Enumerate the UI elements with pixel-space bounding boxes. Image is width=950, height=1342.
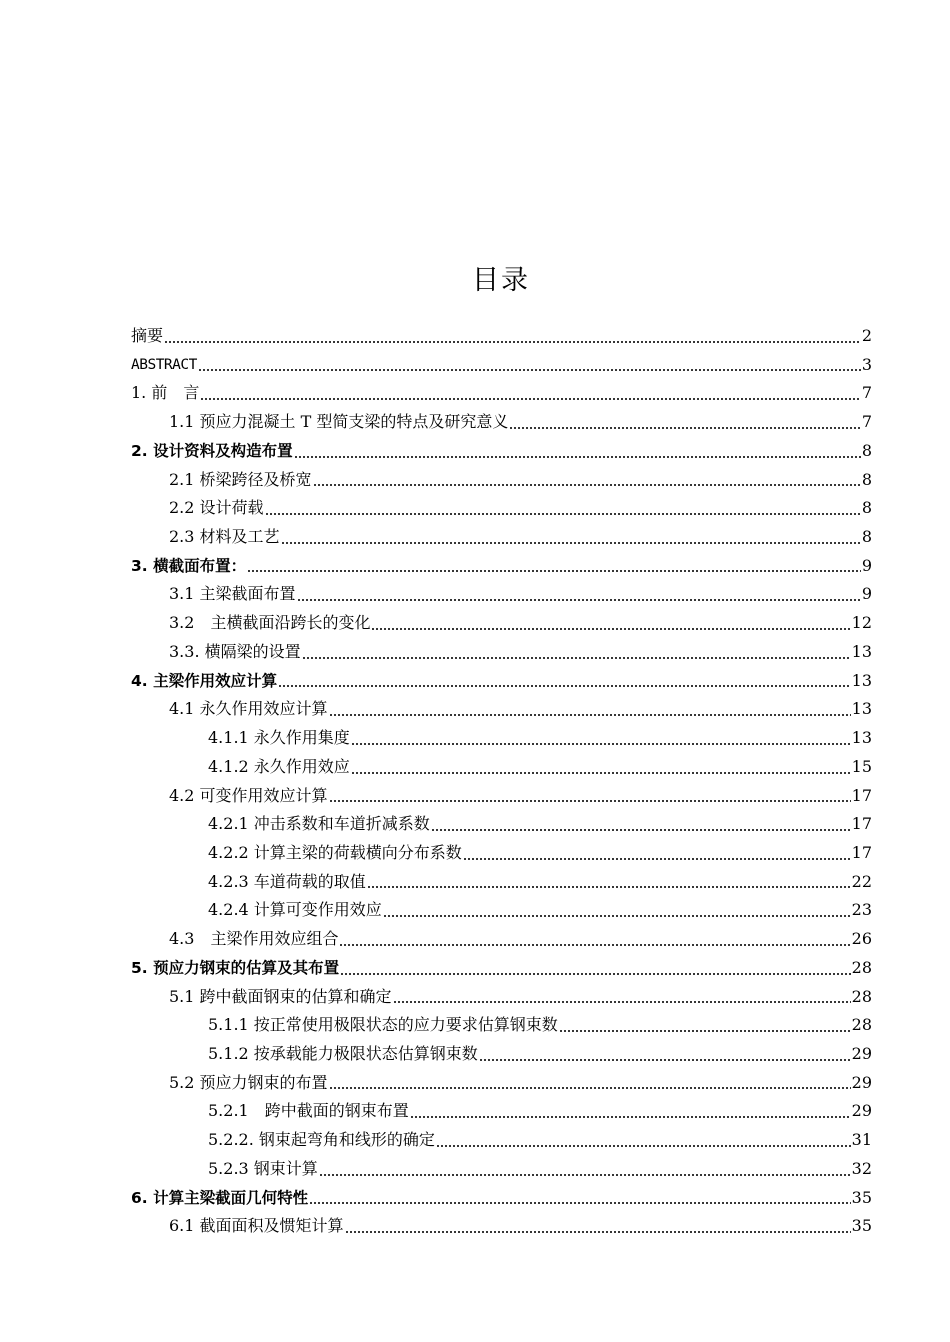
dot-leader: [463, 858, 851, 860]
toc-entry[interactable]: [131, 1069, 872, 1098]
toc-entry-title: 5.1.2 按承载能力极限状态估算钢束数: [208, 1043, 478, 1063]
dot-leader: [247, 570, 861, 572]
toc-entry[interactable]: [131, 523, 872, 552]
toc-entry-page: 13: [851, 699, 872, 719]
toc-entry[interactable]: [131, 466, 872, 495]
toc-entry[interactable]: [131, 1212, 872, 1241]
toc-entry[interactable]: [131, 609, 872, 638]
dot-leader: [319, 1174, 851, 1176]
dot-leader: [294, 456, 861, 458]
dot-leader: [340, 973, 851, 975]
toc-entry-title: 5.2.2. 钢束起弯角和线形的确定: [208, 1130, 435, 1150]
toc-entry-page: 13: [851, 670, 872, 690]
toc-entry-title: 5.2.3 钢束计算: [208, 1158, 318, 1178]
toc-entry[interactable]: [131, 782, 872, 811]
toc-entry[interactable]: [131, 667, 872, 696]
dot-leader: [313, 484, 861, 486]
dot-leader: [351, 743, 851, 745]
dot-leader: [297, 599, 861, 601]
toc-entry-title: 5. 预应力钢束的估算及其布置: [131, 958, 340, 977]
toc-entry-page: 29: [851, 1072, 872, 1092]
dot-leader: [431, 829, 851, 831]
toc-entry[interactable]: [131, 351, 872, 380]
toc-entry-title: 4.2.3 车道荷载的取值: [208, 871, 366, 891]
toc-entry-page: 35: [851, 1216, 872, 1236]
toc-entry-page: 8: [861, 469, 872, 489]
toc-entry[interactable]: [131, 868, 872, 897]
toc-entry[interactable]: [131, 925, 872, 954]
toc-entry[interactable]: [131, 1184, 872, 1213]
toc-entry-page: 32: [851, 1158, 872, 1178]
toc-entry-page: 8: [861, 440, 872, 460]
dot-leader: [309, 1202, 851, 1204]
toc-entry[interactable]: [131, 322, 872, 351]
toc-entry[interactable]: [131, 839, 872, 868]
toc-entry-title: 1. 前 言: [131, 383, 200, 403]
toc-entry-page: 3: [861, 354, 872, 374]
toc-entry-title: 2.3 材料及工艺: [169, 527, 280, 547]
toc-entry-page: 17: [851, 814, 872, 834]
dot-leader: [329, 800, 851, 802]
dot-leader: [302, 657, 851, 659]
dot-leader: [265, 513, 861, 515]
toc-entry[interactable]: [131, 810, 872, 839]
toc-entry-title: 2. 设计资料及构造布置: [131, 441, 293, 460]
toc-entry-page: 28: [851, 986, 872, 1006]
toc-entry-title: 6.1 截面面积及惯矩计算: [169, 1216, 344, 1236]
toc-entry-title: 摘要: [131, 326, 164, 345]
toc-entry-page: 7: [861, 383, 872, 403]
toc-entry-title: 1.1 预应力混凝土 T 型简支梁的特点及研究意义: [169, 412, 509, 432]
toc-entry-page: 9: [861, 584, 872, 604]
toc-entry[interactable]: [131, 1155, 872, 1184]
dot-leader: [278, 685, 851, 687]
dot-leader: [281, 542, 861, 544]
dot-leader: [371, 628, 850, 630]
toc-entry[interactable]: [131, 954, 872, 983]
toc-entry-page: 2: [861, 326, 872, 345]
toc-entry[interactable]: [131, 1040, 872, 1069]
dot-leader: [351, 772, 851, 774]
toc-entry-page: 8: [861, 527, 872, 547]
toc-entry[interactable]: [131, 695, 872, 724]
toc-entry-title: 2.2 设计荷载: [169, 498, 264, 518]
toc-entry-title: 3.1 主梁截面布置: [169, 584, 296, 604]
toc-entry-title: 5.1.1 按正常使用极限状态的应力要求估算钢束数: [208, 1015, 558, 1035]
toc-entry[interactable]: [131, 1097, 872, 1126]
toc-entry-page: 26: [851, 929, 872, 949]
dot-leader: [559, 1030, 851, 1032]
toc-entry-page: 8: [861, 498, 872, 518]
toc-entry-page: 29: [851, 1043, 872, 1063]
toc-entry[interactable]: [131, 437, 872, 466]
toc-entry-title: 3.2 主横截面沿跨长的变化: [169, 613, 371, 633]
dot-leader: [345, 1231, 851, 1233]
toc-entry-page: 28: [851, 957, 872, 977]
toc-entry[interactable]: [131, 408, 872, 437]
toc-entry[interactable]: [131, 724, 872, 753]
toc-entry-page: 13: [851, 641, 872, 661]
toc-entry[interactable]: [131, 552, 872, 581]
toc-entry-title: 4.2.1 冲击系数和车道折减系数: [208, 814, 430, 834]
toc-entry-page: 17: [851, 785, 872, 805]
dot-leader: [479, 1059, 851, 1061]
dot-leader: [436, 1145, 851, 1147]
toc-entry-page: 13: [851, 728, 872, 748]
toc-entry-title: 5.2.1 跨中截面的钢束布置: [208, 1101, 409, 1121]
dot-leader: [164, 341, 861, 343]
toc-entry[interactable]: [131, 638, 872, 667]
toc-entry[interactable]: [131, 379, 872, 408]
toc-entry-page: 29: [851, 1101, 872, 1121]
toc-entry-title: 4.2.2 计算主梁的荷载横向分布系数: [208, 842, 462, 862]
toc-entry-title: 4.2 可变作用效应计算: [169, 785, 328, 805]
toc-list: [131, 322, 872, 1241]
toc-entry-title: 2.1 桥梁跨径及桥宽: [169, 469, 312, 489]
toc-entry-title: 3.3. 横隔梁的设置: [169, 641, 301, 661]
toc-entry-title: 4. 主梁作用效应计算: [131, 671, 278, 690]
toc-entry-title: ABSTRACT: [131, 356, 197, 373]
toc-entry-page: 31: [851, 1130, 872, 1150]
toc-entry-page: 28: [851, 1015, 872, 1035]
toc-entry[interactable]: [131, 1126, 872, 1155]
toc-entry-title: 4.2.4 计算可变作用效应: [208, 900, 382, 920]
toc-entry-page: 23: [851, 900, 872, 920]
toc-entry-page: 15: [851, 756, 872, 776]
toc-entry-title: 4.3 主梁作用效应组合: [169, 929, 339, 949]
toc-entry-page: 35: [851, 1187, 872, 1207]
dot-leader: [410, 1116, 851, 1118]
dot-leader: [329, 714, 851, 716]
toc-entry-page: 9: [861, 555, 872, 575]
toc-entry-title: 4.1.1 永久作用集度: [208, 728, 350, 748]
toc-entry[interactable]: [131, 896, 872, 925]
toc-entry[interactable]: [131, 1011, 872, 1040]
toc-entry-title: 5.2 预应力钢束的布置: [169, 1072, 328, 1092]
dot-leader: [367, 886, 851, 888]
toc-entry-title: 6. 计算主梁截面几何特性: [131, 1188, 309, 1207]
toc-entry-page: 12: [851, 613, 872, 633]
toc-entry-page: 22: [851, 871, 872, 891]
dot-leader: [200, 398, 860, 400]
toc-entry-title: 3. 横截面布置：: [131, 556, 247, 575]
toc-entry-title: 4.1 永久作用效应计算: [169, 699, 328, 719]
dot-leader: [198, 369, 861, 371]
toc-entry-page: 17: [851, 842, 872, 862]
dot-leader: [393, 1001, 851, 1003]
toc-entry[interactable]: [131, 753, 872, 782]
dot-leader: [383, 915, 851, 917]
toc-title: 目录: [472, 265, 530, 296]
toc-entry[interactable]: [131, 983, 872, 1012]
toc-entry-page: 7: [861, 412, 872, 432]
toc-entry-title: 5.1 跨中截面钢束的估算和确定: [169, 986, 392, 1006]
dot-leader: [509, 427, 860, 429]
toc-entry-title: 4.1.2 永久作用效应: [208, 756, 350, 776]
dot-leader: [339, 944, 850, 946]
dot-leader: [329, 1087, 851, 1089]
toc-entry[interactable]: [131, 494, 872, 523]
toc-entry[interactable]: [131, 580, 872, 609]
